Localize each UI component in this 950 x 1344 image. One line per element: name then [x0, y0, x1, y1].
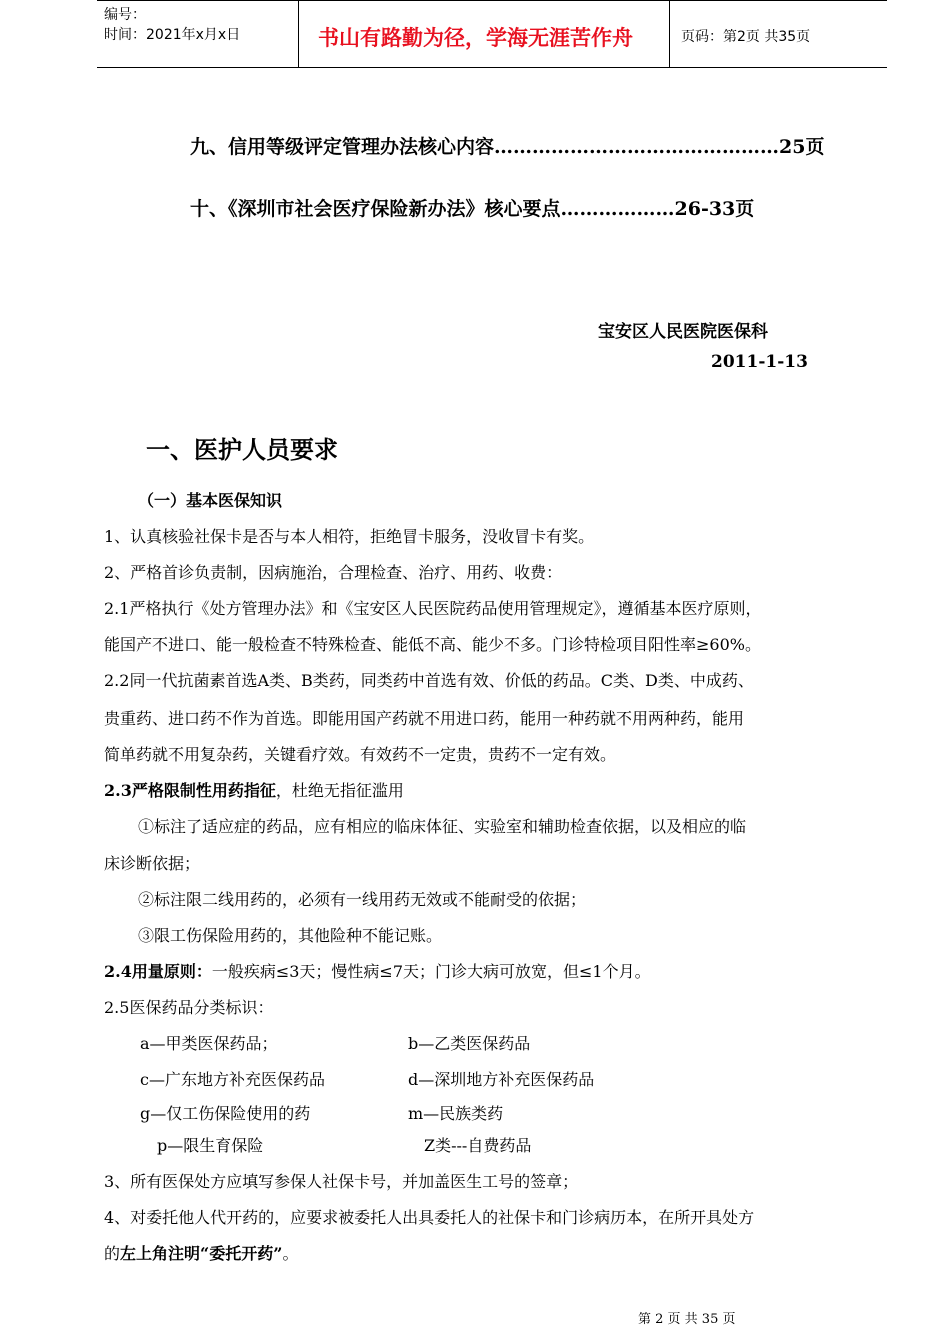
paragraph-2-5: 2.5医保药品分类标识：: [104, 998, 274, 1017]
code-a: a—甲类医保药品；: [140, 1034, 278, 1053]
paragraph-2-2-line-2: 贵重药、进口药不作为首选。即能用国产药就不用进口药，能用一种药就不用两种药，能用: [104, 709, 745, 728]
code-p: p—限生育保险: [157, 1136, 264, 1155]
paragraph-2-3-bold: 2.3严格限制性用药指征: [104, 781, 276, 800]
header-bottom-rule: [97, 67, 887, 68]
paragraph-3: 3、所有医保处方应填写参保人社保卡号，并加盖医生工号的签章；: [104, 1172, 579, 1191]
clause-2: ②标注限二线用药的，必须有一线用药无效或不能耐受的依据；: [138, 890, 587, 909]
page-footer: 第 2 页 共 35 页: [638, 1312, 736, 1327]
header-top-rule: [97, 0, 887, 1]
header-divider-right: [669, 0, 670, 67]
paragraph-4-bold: 左上角注明“委托开药”: [120, 1244, 283, 1263]
code-m: m—民族类药: [408, 1104, 504, 1123]
paragraph-2-4-bold: 2.4用量原则：: [104, 962, 212, 981]
signature-date: 2011-1-13: [711, 352, 808, 372]
paragraph-4-line-2: [104, 1241, 298, 1264]
paragraph-4-post: 。: [282, 1244, 299, 1263]
code-c: c—广东地方补充医保药品: [140, 1070, 325, 1089]
toc-entry-9: 九、信用等级评定管理办法核心内容………………………………………25页: [190, 136, 825, 158]
paragraph-2: 2、严格首诊负责制，因病施治，合理检查、治疗、用药、收费：: [104, 563, 563, 582]
paragraph-2-3-rest: ，杜绝无指征滥用: [275, 781, 404, 800]
clause-3: ③限工伤保险用药的，其他险种不能记账。: [138, 926, 443, 945]
paragraph-2-1-line-1: 2.1严格执行《处方管理办法》和《宝安区人民医院药品使用管理规定》，遵循基本医疗原则，: [104, 599, 762, 618]
paragraph-1: 1、认真核验社保卡是否与本人相符，拒绝冒卡服务，没收冒卡有奖。: [104, 527, 595, 546]
serial-label: 编号：: [104, 7, 146, 23]
time-label: 时间：2021年x月x日: [104, 27, 241, 43]
clause-1-line-1: ①标注了适应症的药品，应有相应的临床体征、实验室和辅助检查依据，以及相应的临: [138, 817, 747, 836]
code-z: Z类---自费药品: [424, 1136, 532, 1155]
paragraph-2-2-line-1: 2.2同一代抗菌素首选A类、B类药，同类药中首选有效、价低的药品。C类、D类、中成药、: [104, 671, 754, 690]
toc-entry-10: 十、《深圳市社会医疗保险新办法》核心要点………………26-33页: [190, 198, 755, 220]
paragraph-4-pre: 的: [104, 1244, 121, 1263]
signature-org: 宝安区人民医院医保科: [598, 322, 768, 342]
code-d: d—深圳地方补充医保药品: [408, 1070, 595, 1089]
clause-1-line-2: 床诊断依据；: [104, 854, 201, 873]
header-motto: 书山有路勤为径，学海无涯苦作舟: [318, 26, 633, 50]
paragraph-2-4: [104, 959, 651, 982]
code-b: b—乙类医保药品: [408, 1034, 531, 1053]
paragraph-2-2-line-3: 简单药就不用复杂药，关键看疗效。有效药不一定贵，贵药不一定有效。: [104, 745, 617, 764]
paragraph-2-3: [104, 778, 404, 801]
section-title: 一、医护人员要求: [146, 435, 338, 464]
header-divider-left: [298, 0, 299, 67]
section-subtitle: （一）基本医保知识: [138, 491, 283, 510]
code-g: g—仅工伤保险使用的药: [140, 1104, 311, 1123]
paragraph-2-4-rest: 一般疾病≤3天；慢性病≤7天；门诊大病可放宽，但≤1个月。: [211, 962, 651, 981]
page-info: 页码：第2页 共35页: [681, 29, 811, 45]
paragraph-2-1-line-2: 能国产不进口、能一般检查不特殊检查、能低不高、能少不多。门诊特检项目阳性率≥60%。: [104, 635, 761, 654]
paragraph-4-line-1: 4、对委托他人代开药的，应要求被委托人出具委托人的社保卡和门诊病历本，在所开具处方: [104, 1208, 755, 1227]
